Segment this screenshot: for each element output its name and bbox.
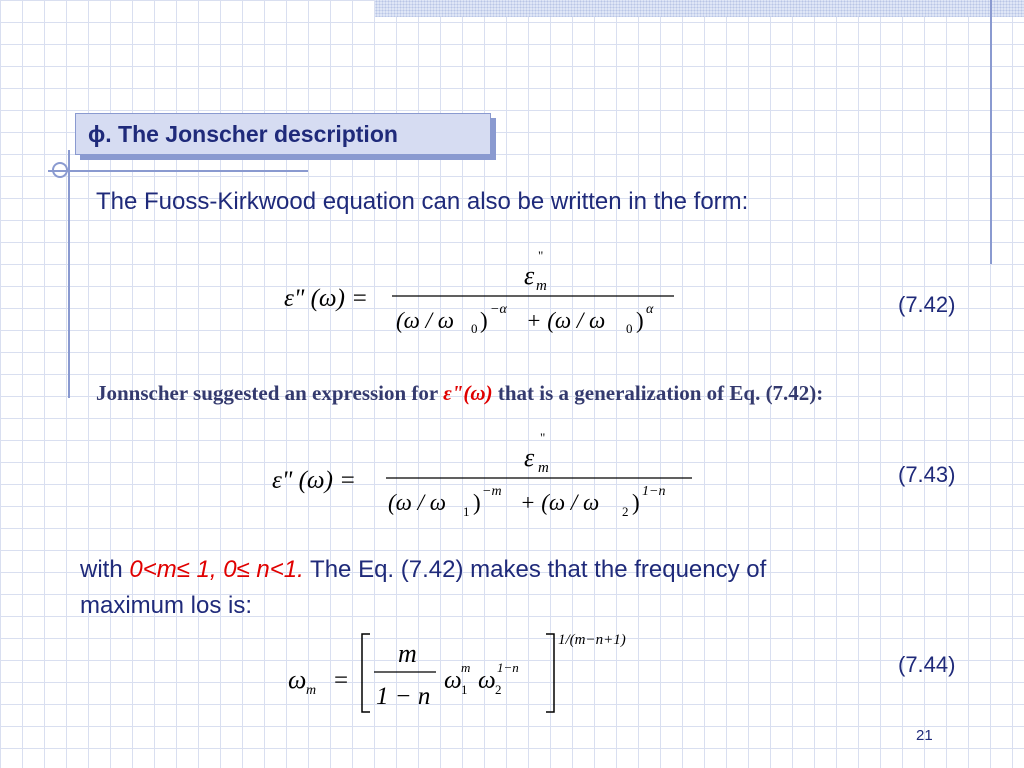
svg-text:α: α xyxy=(646,302,654,317)
page-number: 21 xyxy=(916,727,933,744)
equation-number-744: (7.44) xyxy=(898,652,956,677)
eq743-lhs: ε" (ω) = xyxy=(272,467,357,494)
svg-text:+ (ω / ω: + (ω / ω xyxy=(526,308,606,333)
top-decor-band xyxy=(375,0,1024,17)
intro-text: The Fuoss-Kirkwood equation can also be written in the form: xyxy=(96,188,749,215)
eq744-fraction-denominator: 1 − n xyxy=(376,683,431,710)
para3-highlight: 0<m≤ 1, 0≤ n<1. xyxy=(129,556,304,583)
eq744-exponent: 1/(m−n+1) xyxy=(558,632,626,648)
equation-number-742: (7.42) xyxy=(898,292,956,317)
svg-text:+ (ω / ω: + (ω / ω xyxy=(520,490,600,515)
para2-before: Jonnscher suggested an expression for xyxy=(96,381,444,405)
para3-prefix: with xyxy=(80,556,130,583)
svg-text:(ω / ω: (ω / ω xyxy=(388,490,447,515)
equation-7-43 xyxy=(268,430,698,529)
para3-line1 xyxy=(80,556,766,584)
left-decor-line xyxy=(68,150,70,398)
eq744-fraction-numerator: m xyxy=(398,639,417,668)
slide-title-box xyxy=(75,113,491,155)
svg-text:ω: ω xyxy=(478,667,496,694)
svg-text:): ) xyxy=(480,308,488,333)
svg-text:=: = xyxy=(334,667,349,694)
right-decor-line xyxy=(990,0,992,264)
eq743-numerator-sup: " xyxy=(540,430,546,445)
svg-text:ω: ω xyxy=(444,667,462,694)
svg-text:0: 0 xyxy=(471,321,478,336)
eq742-numerator-sup: " xyxy=(538,250,544,263)
svg-text:(ω / ω: (ω / ω xyxy=(396,308,455,333)
eq743-numerator: ε xyxy=(524,443,535,472)
para3-line1-rest: The Eq. (7.42) makes that the frequency of xyxy=(303,556,767,583)
svg-text:): ) xyxy=(632,490,640,515)
svg-text:m: m xyxy=(461,660,471,675)
jonscher-paragraph xyxy=(96,378,996,409)
svg-text:−α: −α xyxy=(490,302,507,317)
svg-text:): ) xyxy=(473,490,481,515)
slide-title: ϕ. The Jonscher description xyxy=(88,120,398,147)
para2-after: that is a generalization of Eq. (7.42): xyxy=(492,381,824,405)
equation-number-743: (7.43) xyxy=(898,462,956,487)
svg-text:1−n: 1−n xyxy=(642,484,666,499)
eq743-numerator-sub: m xyxy=(538,460,549,476)
eq742-lhs: ε" (ω) = xyxy=(284,285,369,312)
svg-text:2: 2 xyxy=(622,504,629,519)
svg-text:0: 0 xyxy=(626,321,633,336)
crosshair-circle-icon xyxy=(52,162,68,178)
eq742-numerator: ε xyxy=(524,261,535,290)
svg-text:1: 1 xyxy=(463,504,470,519)
para2-highlight: ε"(ω) xyxy=(443,381,493,405)
para3-line2: maximum los is: xyxy=(80,592,253,619)
svg-text:): ) xyxy=(636,308,644,333)
svg-text:m: m xyxy=(306,683,317,698)
svg-text:−m: −m xyxy=(482,484,502,499)
eq742-numerator-sub: m xyxy=(536,278,547,294)
equation-7-42 xyxy=(280,250,680,344)
svg-text:1−n: 1−n xyxy=(497,660,519,675)
svg-text:ω: ω xyxy=(288,665,307,694)
header-decor-line xyxy=(48,170,308,172)
equation-7-44 xyxy=(284,626,684,726)
svg-text:2: 2 xyxy=(495,682,502,697)
svg-text:1: 1 xyxy=(461,682,468,697)
